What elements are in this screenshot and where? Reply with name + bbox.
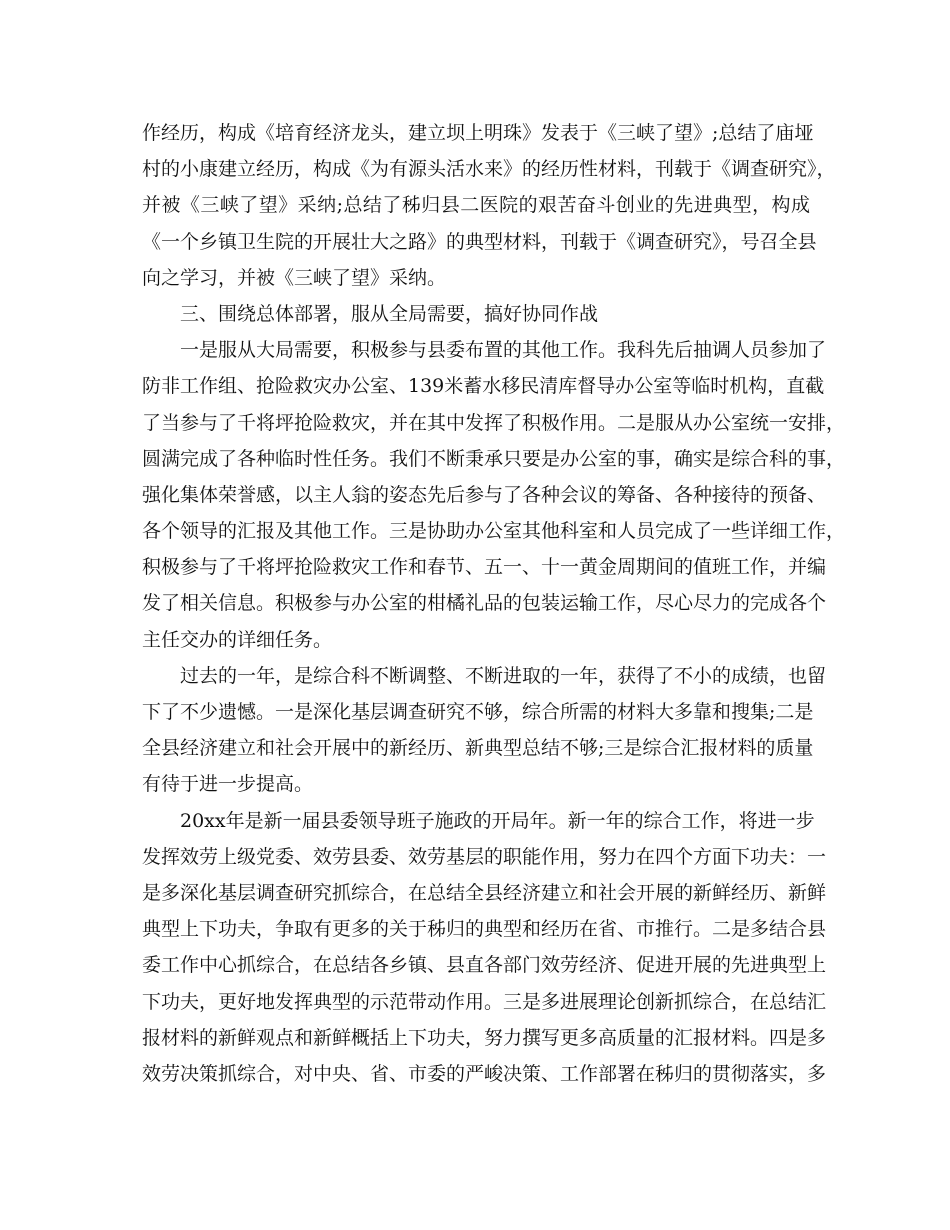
text-line: 强化集体荣誉感，以主人翁的姿态先后参与了各种会议的筹备、各种接待的预备、: [142, 483, 827, 506]
text-line: 报材料的新鲜观点和新鲜概括上下功夫，努力撰写更多高质量的汇报材料。四是多: [142, 1026, 827, 1049]
section-heading: 三、围绕总体部署，服从全局需要，搞好协同作战: [180, 302, 599, 325]
text-line: 下功夫，更好地发挥典型的示范带动作用。三是多进展理论创新抓综合，在总结汇: [142, 990, 827, 1013]
text-line: 圆满完成了各种临时性任务。我们不断秉承只要是办公室的事，确实是综合科的事，: [142, 447, 846, 470]
text-line: 并被《三峡了望》采纳;总结了秭归县二医院的艰苦奋斗创业的先进典型，构成: [142, 194, 810, 217]
text-line: 作经历，构成《培育经济龙头，建立坝上明珠》发表于《三峡了望》;总结了庙垭: [142, 122, 814, 144]
text-line: 主任交办的详细任务。: [142, 628, 333, 651]
text-line: 委工作中心抓综合，在总结各乡镇、县直各部门效劳经济、促进开展的先进典型上: [142, 954, 827, 977]
text-line: 下了不少遗憾。一是深化基层调查研究不够，综合所需的材料大多靠和搜集;二是: [142, 701, 814, 723]
text-line: 发了相关信息。积极参与办公室的柑橘礼品的包装运输工作，尽心尽力的完成各个: [142, 592, 827, 615]
text-line: 积极参与了千将坪抢险救灾工作和春节、五一、十一黄金周期间的值班工作，并编: [142, 556, 827, 579]
text-line: 是多深化基层调查研究抓综合，在总结全县经济建立和社会开展的新鲜经历、新鲜: [142, 881, 827, 904]
text-line: 20xx年是新一届县委领导班子施政的开局年。新一年的综合工作，将进一步: [180, 809, 815, 832]
text-line: 一是服从大局需要，积极参与县委布置的其他工作。我科先后抽调人员参加了: [180, 339, 827, 362]
text-line: 防非工作组、抢险救灾办公室、139米蓄水移民清库督导办公室等临时机构，直截: [142, 375, 825, 398]
text-line: 发挥效劳上级党委、效劳县委、效劳基层的职能作用，努力在四个方面下功夫：一: [142, 845, 827, 868]
text-line: 有待于进一步提高。: [142, 773, 314, 796]
text-line: 村的小康建立经历，构成《为有源头活水来》的经历性材料，刊载于《调查研究》，: [142, 158, 836, 181]
text-line: 全县经济建立和社会开展中的新经历、新典型总结不够;三是综合汇报材料的质量: [142, 737, 814, 760]
text-line: 向之学习，并被《三峡了望》采纳。: [142, 266, 447, 289]
text-line: 各个领导的汇报及其他工作。三是协助办公室其他科室和人员完成了一些详细工作，: [142, 520, 846, 543]
text-line: 典型上下功夫，争取有更多的关于秭归的典型和经历在省、市推行。二是多结合县: [142, 918, 827, 941]
text-line: 了当参与了千将坪抢险救灾，并在其中发挥了积极作用。二是服从办公室统一安排，: [142, 411, 846, 434]
text-line: 《一个乡镇卫生院的开展壮大之路》的典型材料，刊载于《调查研究》，号召全县: [142, 230, 817, 253]
body-text: [142, 115, 846, 1092]
text-line: 过去的一年，是综合科不断调整、不断进取的一年，获得了不小的成绩，也留: [180, 664, 827, 687]
text-line: 效劳决策抓综合，对中央、省、市委的严峻决策、工作部署在秭归的贯彻落实，多: [142, 1062, 827, 1085]
